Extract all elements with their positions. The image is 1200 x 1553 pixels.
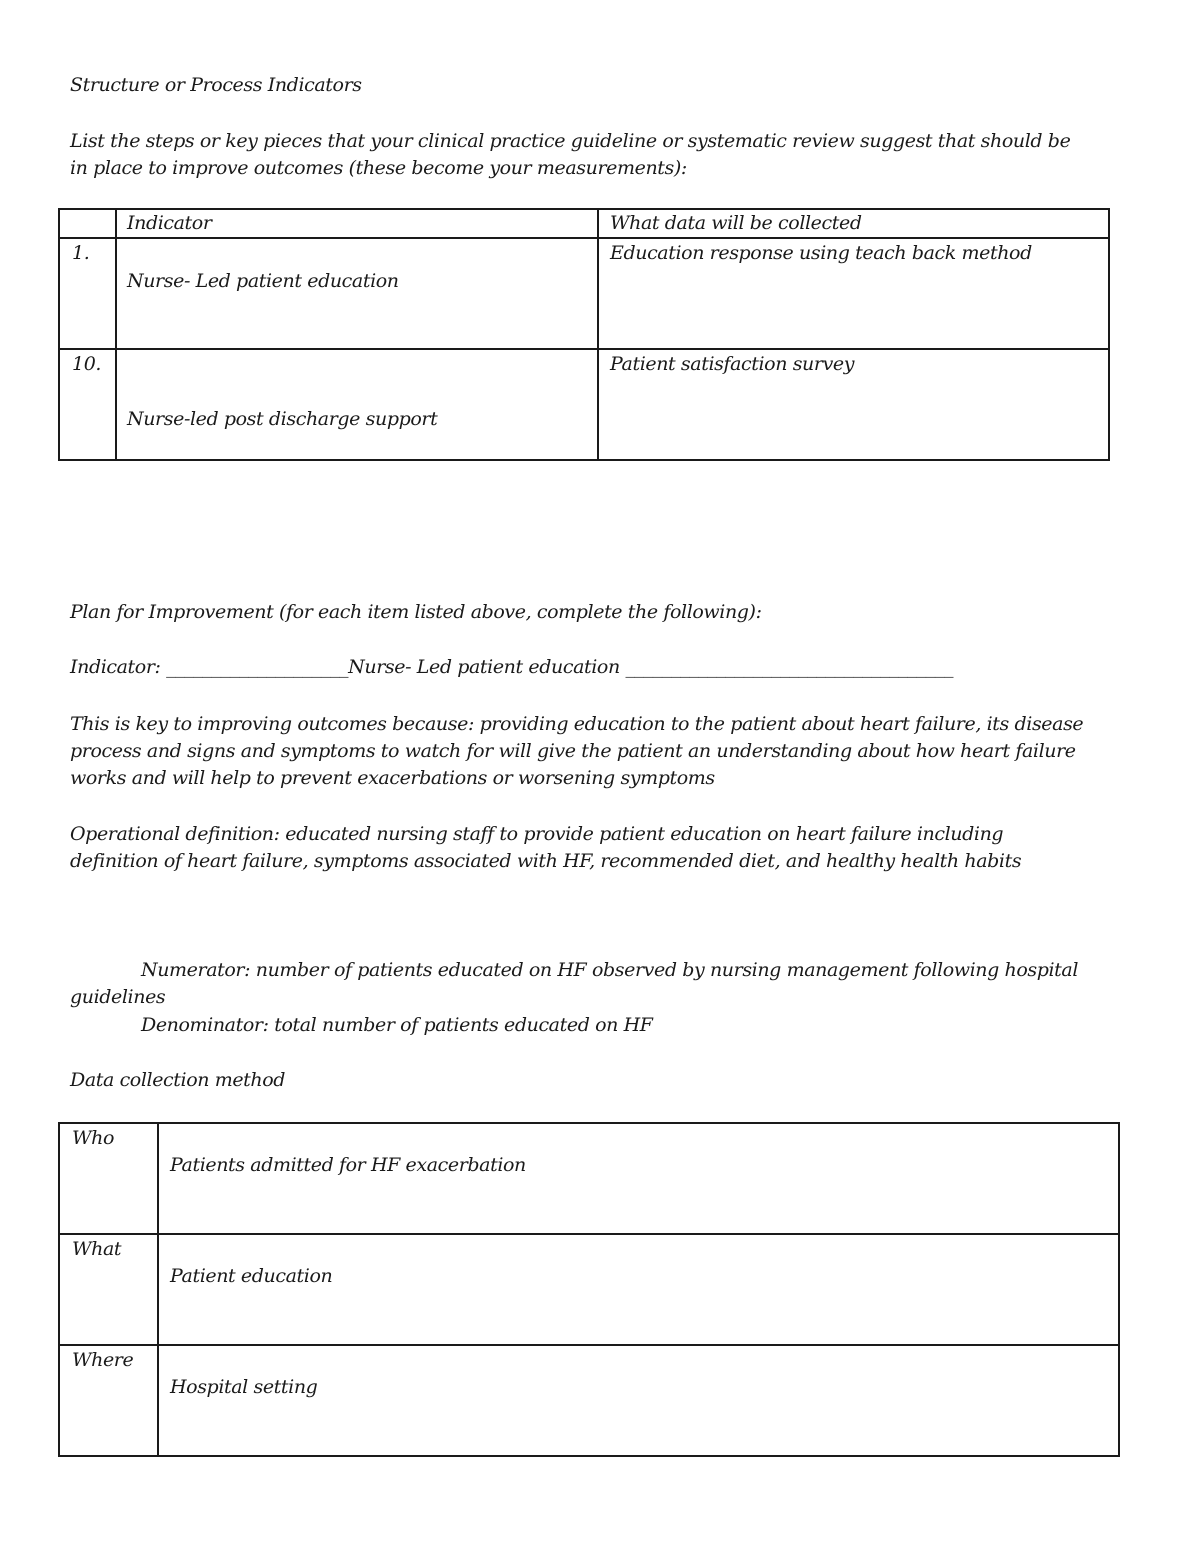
table-row [59, 1234, 1119, 1345]
collection-label: Where [72, 1349, 134, 1371]
collection-value-cell [158, 1234, 1119, 1345]
table-row [59, 349, 1109, 460]
table-row [59, 1123, 1119, 1234]
key-outcomes-line: This is key to improving outcomes because: providing education to the patient about heart failure, its disease [70, 713, 1084, 735]
collection-value: Patient education [170, 1265, 333, 1287]
indicator-line [70, 656, 953, 678]
collection-label: Who [72, 1127, 115, 1149]
row-number-cell [59, 238, 116, 349]
header-number-cell [59, 209, 116, 238]
indicator-blank-before: ____________________ [166, 656, 349, 678]
plan-heading: Plan for Improvement (for each item listed above, complete the following): [70, 601, 762, 623]
intro-line: in place to improve outcomes (these become your measurements): [70, 157, 687, 179]
row-data-cell [598, 349, 1109, 460]
indicator-value: Nurse- Led patient education [348, 656, 626, 678]
row-indicator-cell [116, 349, 598, 460]
data-collection-heading: Data collection method [70, 1069, 286, 1091]
key-outcomes-line: works and will help to prevent exacerbations or worsening symptoms [70, 767, 715, 789]
numerator-line-wrap: guidelines [70, 986, 166, 1008]
operational-definition-paragraph [70, 821, 1021, 875]
header-data: What data will be collected [610, 212, 862, 234]
row-data-cell [598, 238, 1109, 349]
collection-label: What [72, 1238, 122, 1260]
header-indicator-cell [116, 209, 598, 238]
indicator-blank-after: ____________________________________ [625, 656, 954, 678]
denominator-line: Denominator: total number of patients educated on HF [141, 1014, 653, 1036]
row-indicator: Nurse- Led patient education [127, 270, 399, 292]
row-number: 10. [72, 353, 102, 375]
table-row [59, 238, 1109, 349]
row-number-cell [59, 349, 116, 460]
collection-value-cell [158, 1123, 1119, 1234]
intro-paragraph [70, 128, 1070, 182]
collection-value: Hospital setting [170, 1376, 318, 1398]
operational-definition-line: Operational definition: educated nursing staff to provide patient education on heart failure including [70, 823, 1004, 845]
indicator-table-header-row [59, 209, 1109, 238]
collection-label-cell [59, 1234, 158, 1345]
row-number: 1. [72, 242, 90, 264]
numerator-line: Numerator: number of patients educated on HF observed by nursing management following hospital [141, 959, 1079, 981]
collection-value: Patients admitted for HF exacerbation [170, 1154, 526, 1176]
data-collection-table [58, 1122, 1120, 1457]
operational-definition-line: definition of heart failure, symptoms associated with HF, recommended diet, and healthy health habits [70, 850, 1022, 872]
collection-value-cell [158, 1345, 1119, 1456]
indicator-table [58, 208, 1110, 461]
header-data-cell [598, 209, 1109, 238]
table-row [59, 1345, 1119, 1456]
collection-label-cell [59, 1123, 158, 1234]
row-data: Patient satisfaction survey [610, 353, 855, 375]
row-indicator: Nurse-led post discharge support [127, 408, 438, 430]
row-data: Education response using teach back method [610, 242, 1032, 264]
row-indicator-cell [116, 238, 598, 349]
header-indicator: Indicator [127, 212, 212, 234]
key-outcomes-paragraph [70, 711, 1083, 792]
key-outcomes-line: process and signs and symptoms to watch for will give the patient an understanding about how heart failure [70, 740, 1076, 762]
indicator-label: Indicator: [70, 656, 167, 678]
page-heading: Structure or Process Indicators [70, 74, 362, 96]
collection-label-cell [59, 1345, 158, 1456]
intro-line: List the steps or key pieces that your clinical practice guideline or systematic review suggest that should be [70, 130, 1071, 152]
